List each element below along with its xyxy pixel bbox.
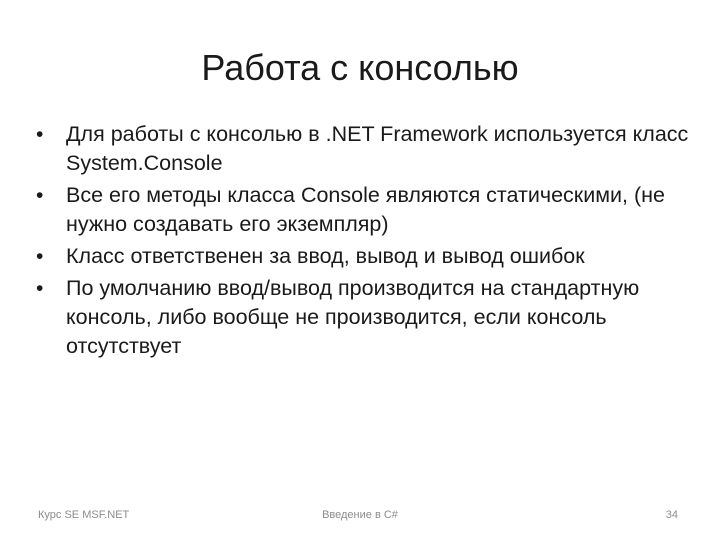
bullet-text: Для работы с консолью в .NET Framework используется класс System.Console <box>66 122 689 175</box>
bullet-icon: • <box>36 184 44 207</box>
footer-course: Курс SE MSF.NET <box>38 509 130 521</box>
bullet-item <box>36 181 696 239</box>
bullet-icon: • <box>36 245 44 268</box>
footer-topic: Введение в C# <box>322 509 398 521</box>
bullet-icon: • <box>36 277 44 300</box>
bullet-item <box>36 274 696 361</box>
page-number: 34 <box>665 509 678 521</box>
bullet-list <box>36 120 696 364</box>
slide-title: Работа с консолью <box>201 47 519 88</box>
bullet-text: Класс ответственен за ввод, вывод и вывод ошибок <box>66 244 585 268</box>
bullet-text: По умолчанию ввод/вывод производится на стандартную консоль, либо вообще не производится, если консоль отсутствует <box>66 276 640 358</box>
bullet-item <box>36 120 696 178</box>
bullet-text: Все его методы класса Console являются статическими, (не нужно создавать его экземпляр) <box>66 183 665 236</box>
bullet-item <box>36 242 696 271</box>
bullet-icon: • <box>36 123 44 146</box>
